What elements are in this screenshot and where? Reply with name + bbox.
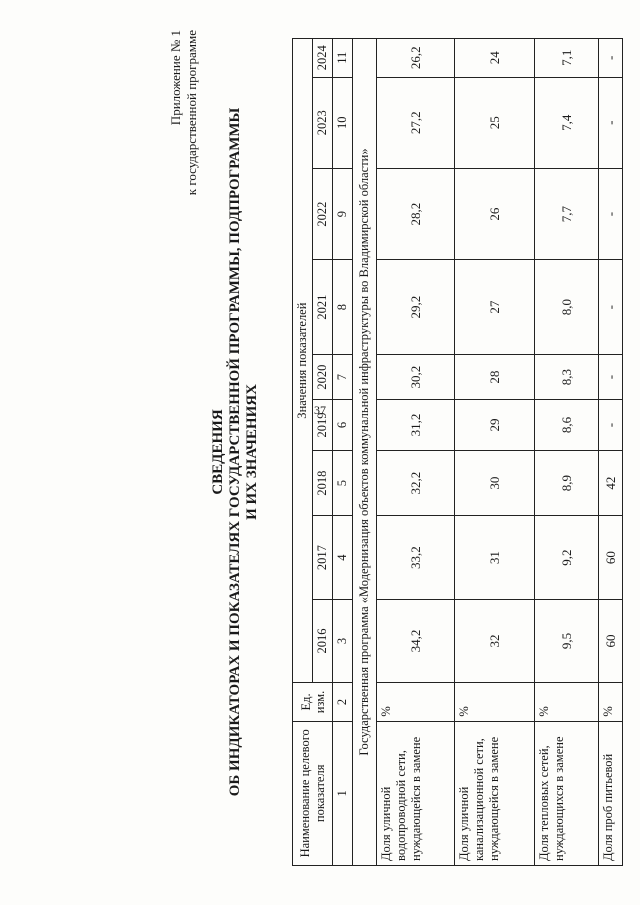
column-number: 6 [333, 400, 353, 451]
header-year: 2024 [313, 39, 333, 78]
header-year: 2016 [313, 599, 333, 682]
page-number: 37 [314, 403, 326, 417]
value-cell: 28,2 [377, 168, 455, 259]
value-cell: - [599, 39, 623, 78]
indicator-name: Доля проб питьевой [599, 721, 623, 865]
indicator-unit: % [599, 683, 623, 721]
value-cell: 27,2 [377, 77, 455, 168]
value-cell: 24 [455, 39, 535, 78]
value-cell: 7,4 [535, 77, 599, 168]
value-cell: 32,2 [377, 450, 455, 515]
value-cell: 8,6 [535, 400, 599, 451]
header-year: 2018 [313, 450, 333, 515]
title-line-2: ОБ ИНДИКАТОРАХ И ПОКАЗАТЕЛЯХ ГОСУДАРСТВЕННОЙ ПРОГРАММЫ, ПОДПРОГРАММЫ [227, 107, 243, 797]
value-cell: 26 [455, 168, 535, 259]
table-row [455, 39, 535, 866]
indicator-unit: % [455, 683, 535, 721]
value-cell: 31 [455, 516, 535, 599]
table-row [599, 39, 623, 866]
program-title: Государственная программа «Модернизация объектов коммунальной инфраструктуры во Владимирской области» [353, 39, 377, 866]
column-number: 11 [333, 39, 353, 78]
value-cell: - [599, 168, 623, 259]
indicator-name: Доля тепловых сетей, нуждающихся в замене [535, 721, 599, 865]
table-row [377, 39, 455, 866]
title-line-1: СВЕДЕНИЯ [210, 409, 226, 495]
appendix-line-1: Приложение № 1 [168, 30, 183, 126]
value-cell: 31,2 [377, 400, 455, 451]
value-cell: 60 [599, 599, 623, 682]
value-cell: 60 [599, 516, 623, 599]
value-cell: 25 [455, 77, 535, 168]
header-year: 2019 [313, 400, 333, 451]
program-row [353, 39, 377, 866]
column-number: 5 [333, 450, 353, 515]
indicator-unit: % [535, 683, 599, 721]
column-number: 10 [333, 77, 353, 168]
value-cell: - [599, 355, 623, 400]
value-cell: 8,3 [535, 355, 599, 400]
appendix-note [168, 30, 200, 290]
value-cell: 30 [455, 450, 535, 515]
value-cell: 26,2 [377, 39, 455, 78]
value-cell: 32 [455, 599, 535, 682]
value-cell: 7,1 [535, 39, 599, 78]
value-cell: 33,2 [377, 516, 455, 599]
value-cell: 29 [455, 400, 535, 451]
value-cell: 9,2 [535, 516, 599, 599]
header-year: 2023 [313, 77, 333, 168]
header-row-1 [293, 39, 313, 866]
header-year: 2017 [313, 516, 333, 599]
rotated-page-content [150, 22, 640, 882]
value-cell: 34,2 [377, 599, 455, 682]
value-cell: 9,5 [535, 599, 599, 682]
header-name: Наименование целевого показателя [293, 721, 333, 865]
value-cell: - [599, 260, 623, 355]
column-number: 1 [333, 721, 353, 865]
appendix-line-2: к государственной программе [184, 30, 199, 196]
value-cell: 28 [455, 355, 535, 400]
column-number: 4 [333, 516, 353, 599]
indicator-name: Доля уличной водопроводной сети, нуждающейся в замене [377, 721, 455, 865]
value-cell: 30,2 [377, 355, 455, 400]
value-cell: 7,7 [535, 168, 599, 259]
header-year: 2021 [313, 260, 333, 355]
value-cell: 8,9 [535, 450, 599, 515]
header-values-group: Значения показателей [293, 39, 313, 683]
value-cell: 29,2 [377, 260, 455, 355]
header-unit: Ед. изм. [293, 683, 333, 721]
value-cell: - [599, 400, 623, 451]
value-cell: 27 [455, 260, 535, 355]
header-year: 2022 [313, 168, 333, 259]
value-cell: - [599, 77, 623, 168]
header-year: 2020 [313, 355, 333, 400]
column-number: 8 [333, 260, 353, 355]
document-title [210, 82, 261, 822]
column-number: 9 [333, 168, 353, 259]
value-cell: 42 [599, 450, 623, 515]
value-cell: 8,0 [535, 260, 599, 355]
indicator-name: Доля уличной канализационной сети, нуждающейся в замене [455, 721, 535, 865]
table-row [535, 39, 599, 866]
column-number: 3 [333, 599, 353, 682]
column-number: 2 [333, 683, 353, 721]
indicators-table [292, 38, 623, 866]
column-number: 7 [333, 355, 353, 400]
indicator-unit: % [377, 683, 455, 721]
title-line-3: И ИХ ЗНАЧЕНИЯХ [244, 384, 260, 520]
header-row-numbers [333, 39, 353, 866]
